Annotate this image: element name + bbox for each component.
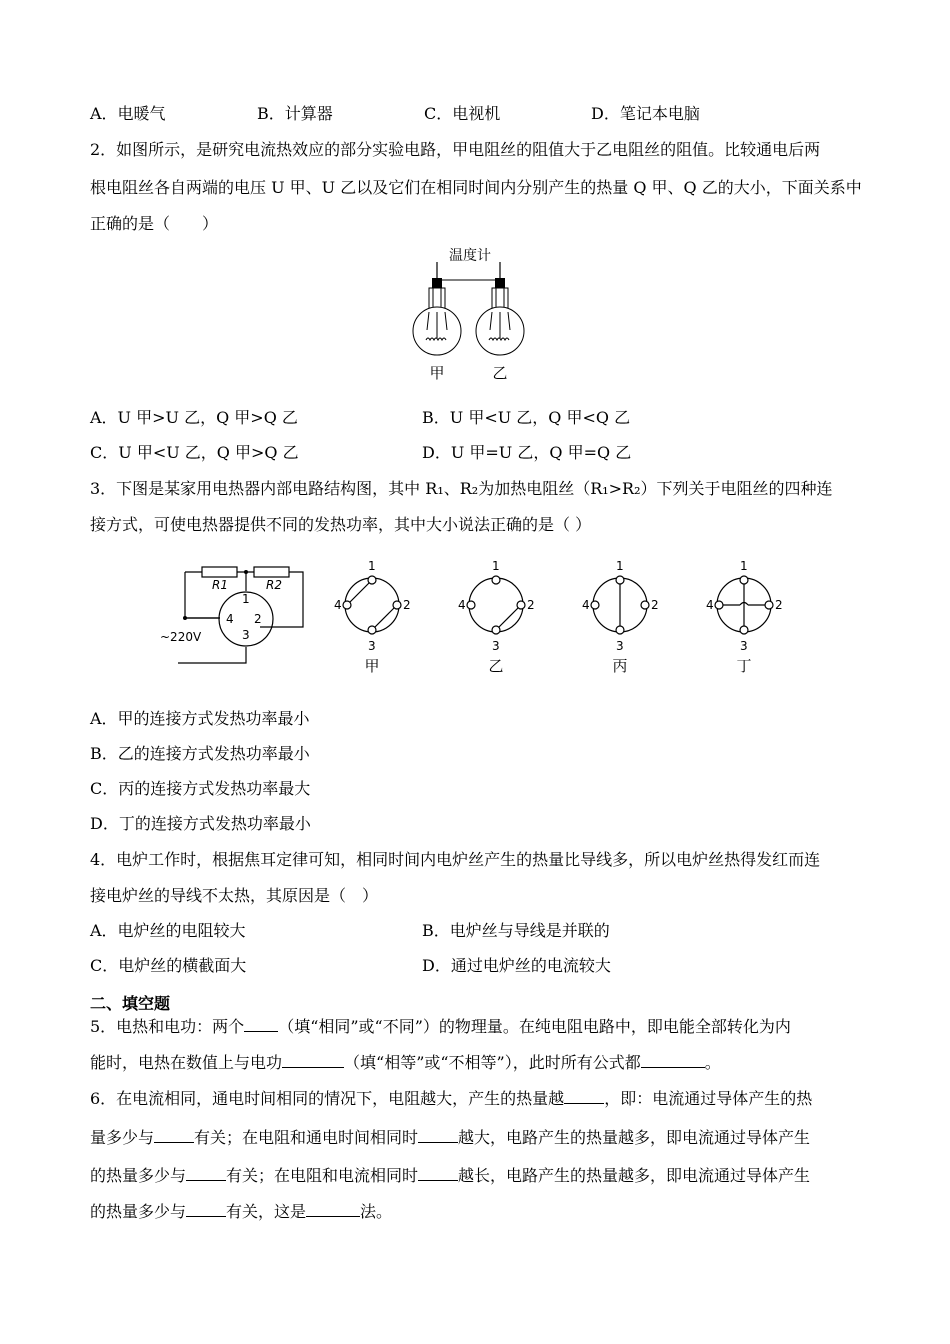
- q1-option-d[interactable]: D．笔记本电脑: [591, 104, 700, 123]
- svg-text:2: 2: [527, 598, 535, 612]
- q3-stem-line2: 接方式，可使电热器提供不同的发热功率，其中大小说法正确的是（ ）: [90, 515, 592, 534]
- q3-circuit-figure: [150, 555, 800, 685]
- svg-text:2: 2: [403, 598, 411, 612]
- svg-text:2: 2: [254, 612, 262, 626]
- q1-option-b[interactable]: B．计算器: [257, 104, 333, 123]
- q6-line4: 的热量多少与 有关，这是 法。: [90, 1202, 393, 1221]
- q3-option-b[interactable]: B．乙的连接方式发热功率最小: [90, 744, 310, 763]
- right-flask: [476, 278, 524, 355]
- svg-text:1: 1: [368, 559, 376, 573]
- svg-text:3: 3: [368, 639, 376, 653]
- q3-option-d[interactable]: D．丁的连接方式发热功率最小: [90, 814, 311, 833]
- q4-stem-line2: 接电炉丝的导线不太热，其原因是（ ）: [90, 886, 379, 905]
- q4-option-d[interactable]: D．通过电炉丝的电流较大: [422, 956, 611, 975]
- dial-label-jia: 甲: [364, 657, 380, 675]
- dial-label-yi: 乙: [488, 657, 504, 675]
- q6-line2: 量多少与 有关；在电阻和通电时间相同时 越大，电路产生的热量越多，即电流通过导体产生: [90, 1128, 811, 1147]
- dial-label-bing: 丙: [612, 657, 628, 675]
- svg-text:4: 4: [334, 598, 342, 612]
- q6-blank-3[interactable]: [418, 1127, 458, 1143]
- flask-label-jia: 甲: [429, 364, 445, 382]
- flask-label-yi: 乙: [492, 364, 508, 382]
- q2-flask-figure: [400, 240, 560, 385]
- q5-blank-2[interactable]: [282, 1052, 344, 1068]
- r2-label: R2: [266, 578, 282, 592]
- svg-text:4: 4: [706, 598, 714, 612]
- svg-text:2: 2: [775, 598, 783, 612]
- q3-option-c[interactable]: C．丙的连接方式发热功率最大: [90, 779, 311, 798]
- q1-option-a[interactable]: A．电暖气: [90, 104, 166, 123]
- r1-label: R1: [212, 578, 228, 592]
- q6-line3: 的热量多少与 有关；在电阻和电流相同时 越长，电路产生的热量越多，即电流通过导体产生: [90, 1166, 811, 1185]
- dial-yi: [467, 576, 525, 634]
- left-flask: [413, 278, 461, 355]
- q2-option-b[interactable]: B．U 甲<U 乙，Q 甲<Q 乙: [422, 408, 631, 427]
- dial-ding: [715, 576, 773, 634]
- q2-stem-line3: 正确的是（ ）: [90, 214, 219, 233]
- q5-blank-3[interactable]: [641, 1052, 705, 1068]
- q6-blank-7[interactable]: [306, 1201, 360, 1217]
- q6-blank-1[interactable]: [564, 1088, 604, 1104]
- svg-text:4: 4: [582, 598, 590, 612]
- svg-text:3: 3: [492, 639, 500, 653]
- q5-line2: 能时，电热在数值上与电功 （填“相等”或“不相等”），此时所有公式都 。: [90, 1053, 721, 1072]
- thermometer-label: 温度计: [449, 248, 491, 264]
- section-heading-fill-blank: 二、填空题: [90, 994, 171, 1013]
- dial-bing: [591, 576, 649, 634]
- q2-option-c[interactable]: C．U 甲<U 乙，Q 甲>Q 乙: [90, 443, 299, 462]
- q1-option-c[interactable]: C．电视机: [424, 104, 501, 123]
- q5-blank-1[interactable]: [244, 1016, 278, 1032]
- q2-option-a[interactable]: A．U 甲>U 乙，Q 甲>Q 乙: [90, 408, 298, 427]
- q2-stem-line2: 根电阻丝各自两端的电压 U 甲、U 乙以及它们在相同时间内分别产生的热量 Q 甲、Q 乙的大小，下面关系中: [90, 178, 862, 197]
- svg-text:1: 1: [242, 592, 250, 606]
- svg-text:4: 4: [458, 598, 466, 612]
- q4-option-c[interactable]: C．电炉丝的横截面大: [90, 956, 247, 975]
- q2-stem-line1: 2．如图所示，是研究电流热效应的部分实验电路，甲电阻丝的阻值大于乙电阻丝的阻值。比较通电后两: [90, 140, 821, 159]
- dial-label-ding: 丁: [736, 657, 752, 675]
- dial-jia: [343, 576, 401, 634]
- q4-option-a[interactable]: A．电炉丝的电阻较大: [90, 921, 246, 940]
- svg-text:4: 4: [226, 612, 234, 626]
- q6-blank-6[interactable]: [186, 1201, 226, 1217]
- q6-line1: 6．在电流相同，通电时间相同的情况下，电阻越大，产生的热量越 ，即：电流通过导体产生的热: [90, 1089, 813, 1108]
- q3-stem-line1: 3．下图是某家用电热器内部电路结构图，其中 R₁、R₂为加热电阻丝（R₁>R₂）下列关于电阻丝的四种连: [90, 479, 833, 498]
- q4-option-b[interactable]: B．电炉丝与导线是并联的: [422, 921, 610, 940]
- q2-option-d[interactable]: D．U 甲=U 乙，Q 甲=Q 乙: [422, 443, 632, 462]
- q4-stem-line1: 4．电炉工作时，根据焦耳定律可知，相同时间内电炉丝产生的热量比导线多，所以电炉丝热得发红而连: [90, 850, 821, 869]
- heater-circuit: [178, 567, 303, 663]
- svg-text:3: 3: [242, 628, 250, 642]
- q5-line1: 5．电热和电功：两个 （填“相同”或“不同”）的物理量。在纯电阻电路中，即电能全部转化为内: [90, 1017, 791, 1036]
- svg-text:2: 2: [651, 598, 659, 612]
- svg-text:1: 1: [492, 559, 500, 573]
- svg-text:1: 1: [740, 559, 748, 573]
- svg-text:1: 1: [616, 559, 624, 573]
- q3-option-a[interactable]: A．甲的连接方式发热功率最小: [90, 709, 310, 728]
- q6-blank-4[interactable]: [186, 1165, 226, 1181]
- svg-text:3: 3: [616, 639, 624, 653]
- q6-blank-5[interactable]: [418, 1165, 458, 1181]
- voltage-label: ~220V: [160, 630, 202, 644]
- svg-text:3: 3: [740, 639, 748, 653]
- q6-blank-2[interactable]: [154, 1127, 194, 1143]
